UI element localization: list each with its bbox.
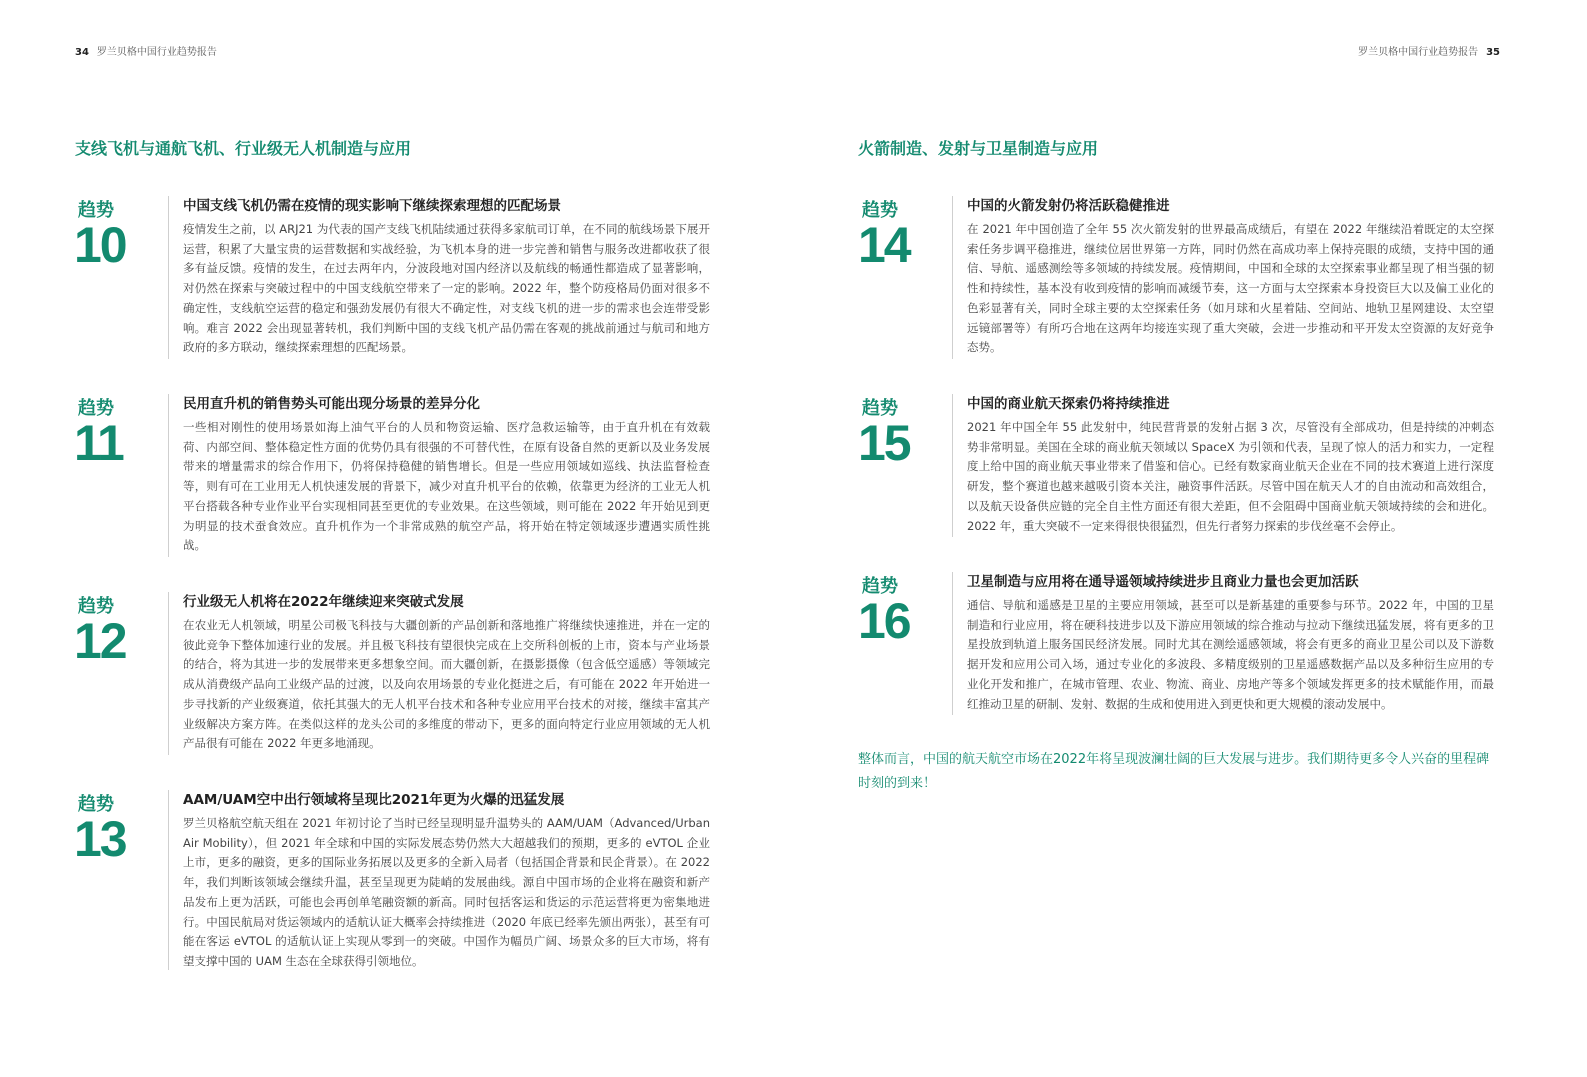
left-page-number: 34 (75, 47, 89, 58)
trend-content (183, 394, 710, 556)
trend-content (967, 572, 1494, 714)
trend-body: 2021 年中国全年 55 此发射中，纯民营背景的发射占据 3 次，尽管没有全部成功，但是持续的冲刺态势非常明显。美国在全球的商业航天领域以 SpaceX 为引领和代表，呈现了惊人的活力和实力，一定程度上给中国的商业航天事业带来了借鉴和信心。已经有数家商业航天企业在不同的技术赛道上进行深度研发，整个赛道也越来越吸引资本关注，融资事件活跃。尽管中国在航天人才的自由流动和高效组合，以及航天设备供应链的完全自主性方面还有很大差距，但不会阻碍中国商业航天领域持续的会和进化。2022 年，重大突破不一定来得很快很猛烈，但先行者努力探索的步伐丝毫不会停止。 (967, 420, 1494, 533)
trend-label: 趋势 (862, 576, 898, 597)
trend-16 (858, 572, 1498, 722)
left-section-title: 支线飞机与通航飞机、行业级无人机制造与应用 (75, 139, 412, 158)
trend-number: 16 (858, 593, 910, 649)
trend-label: 趋势 (78, 200, 114, 221)
trend-number: 11 (74, 415, 123, 471)
trend-label: 趋势 (78, 596, 114, 617)
trend-heading: 卫星制造与应用将在通导遥领域持续进步且商业力量也会更加活跃 (967, 574, 1359, 590)
trend-15 (858, 394, 1498, 544)
trend-body: 罗兰贝格航空航天组在 2021 年初讨论了当时已经呈现明显升温势头的 AAM/UAM（Advanced/Urban Air Mobility），但 2021 年全球和中国的实际发展态势仍然大大超越我们的预期，更多的 eVTOL 企业上市，更多的融资，更多的国际业务拓展以及更多的全新入局者（包括国企背景和民企背景）。在 2022 年，我们判断该领域会继续升温，甚至呈现更为陡峭的发展曲线。源自中国市场的企业将在融资和新产品发布上更为活跃，可能也会再创单笔融资额的新高。同时包括客运和货运的示范运营将更为密集地进行。中国民航局对货运领域内的适航认证大概率会持续推进（2020 年底已经率先颁出两张），甚至有可能在客运 eVTOL 的适航认证上实现从零到一的突破。中国作为幅员广阔、场景众多的巨大市场，将有望支撑中国的 UAM 生态在全球获得引领地位。 (183, 816, 710, 968)
trend-divider (168, 196, 169, 359)
left-report-title: 罗兰贝格中国行业趋势报告 (96, 47, 217, 58)
trend-13 (74, 790, 714, 975)
trend-11 (74, 394, 714, 564)
trend-body: 一些相对刚性的使用场景如海上油气平台的人员和物资运输、医疗急救运输等，由于直升机在有效载荷、内部空间、整体稳定性方面的优势仍具有很强的不可替代性，在原有设备自然的更新以及业务发展带来的增量需求的综合作用下，仍将保持稳健的销售增长。但是一些应用领域如巡线、执法监督检查等，则有可在工业用无人机快速发展的背景下，减少对直升机平台的依赖，依靠更为经济的工业无人机平台搭载各种专业作业平台实现相同甚至更优的专业效果。在这些领域，则可能在 2022 年开始见到更为明显的技术蚕食效应。直升机作为一个非常成熟的航空产品，将开始在特定领域逐步遭遇实质性挑战。 (183, 420, 710, 553)
right-page-header (1358, 43, 1500, 58)
trend-body: 通信、导航和遥感是卫星的主要应用领域，甚至可以是新基建的重要参与环节。2022 年，中国的卫星制造和行业应用，将在硬科技进步以及下游应用领域的综合推动与拉动下继续迅猛发展，将有更多的卫星投放到轨道上服务国民经济发展。同时尤其在测绘遥感领域，将会有更多的商业卫星公司以及下游数据开发和应用公司入场，通过专业化的多波段、多精度级别的卫星遥感数据产品以及多种衍生应用的专业化开发和推广，在城市管理、农业、物流、商业、房地产等多个领域发挥更多的技术赋能作用，而最红推动卫星的研制、发射、数据的生成和使用进入到更快和更大规模的滚动发展中。 (967, 598, 1494, 711)
trend-heading: 中国的商业航天探索仍将持续推进 (967, 396, 1170, 412)
conclusion-text: 整体而言，中国的航天航空市场在2022年将呈现波澜壮阔的巨大发展与进步。我们期待更多令人兴奋的里程碑时刻的到来！ (858, 752, 1490, 791)
trend-number: 14 (858, 217, 910, 273)
trend-content (183, 196, 710, 358)
right-page-number: 35 (1486, 47, 1500, 58)
trend-divider (952, 196, 953, 359)
trend-content (183, 592, 710, 754)
trend-content (183, 790, 710, 972)
trend-divider (168, 592, 169, 755)
trend-body: 在 2021 年中国创造了全年 55 次火箭发射的世界最高成绩后，有望在 2022 年继续沿着既定的太空探索任务步调平稳推进，继续位居世界第一方阵，同时仍然在高成功率上保持亮眼的成绩，支持中国的通信、导航、遥感测绘等多领域的持续发展。疫情期间，中国和全球的太空探索事业都呈现了相当强的韧性和持续性，基本没有收到疫情的影响而减缓节奏，这一方面与太空探索本身投资巨大以及偏工业化的色彩显著有关，同时全球主要的太空探索任务（如月球和火星着陆、空间站、地轨卫星网建设、太空望远镜部署等）有所巧合地在这两年均接连实现了重大突破，会进一步推动和平开发太空资源的友好竞争态势。 (967, 222, 1494, 355)
trend-body: 在农业无人机领域，明星公司极飞科技与大疆创新的产品创新和落地推广将继续快速推进，并在一定的彼此竞争下整体加速行业的发展。并且极飞科技有望很快完成在上交所科创板的上市，资本与产业场景的结合，将为其进一步的发展带来更多想象空间。而大疆创新，在摄影摄像（包含低空遥感）等领域完成从消费级产品向工业级产品的过渡，以及向农用场景的专业化挺进之后，有可能在 2022 年开始进一步寻找新的产业级赛道，依托其强大的无人机平台技术和各种专业应用平台技术的对接，继续丰富其产业级解决方案方阵。在类似这样的龙头公司的多维度的带动下，更多的面向特定行业应用领域的无人机产品很有可能在 2022 年更多地涌现。 (183, 618, 710, 751)
right-section-title: 火箭制造、发射与卫星制造与应用 (858, 139, 1099, 158)
trend-number: 12 (74, 613, 126, 669)
trend-heading: 行业级无人机将在2022年继续迎来突破式发展 (183, 594, 464, 610)
trend-10 (74, 196, 714, 366)
trend-number: 13 (74, 811, 126, 867)
trend-label: 趋势 (862, 398, 898, 419)
trend-12 (74, 592, 714, 762)
trend-divider (952, 394, 953, 537)
trend-label: 趋势 (862, 200, 898, 221)
trend-heading: 中国支线飞机仍需在疫情的现实影响下继续探索理想的匹配场景 (183, 198, 561, 214)
trend-heading: 民用直升机的销售势头可能出现分场景的差异分化 (183, 396, 480, 412)
right-report-title: 罗兰贝格中国行业趋势报告 (1358, 47, 1479, 58)
trend-divider (168, 790, 169, 970)
trend-body: 疫情发生之前，以 ARJ21 为代表的国产支线飞机陆续通过获得多家航司订单，在不同的航线场景下展开运营，积累了大量宝贵的运营数据和实战经验，为飞机本身的进一步完善和销售与服务改进都收获了很多有益反馈。疫情的发生，在过去两年内，分波段地对国内经济以及航线的畅通性都造成了显著影响，对仍然在探索与突破过程中的中国支线航空带来了一定的影响。2022 年，整个防疫格局仍面对很多不确定性，支线航空运营的稳定和强劲发展仍有很大不确定性，对支线飞机的进一步的需求也会连带受影响。难言 2022 会出现显著转机，我们判断中国的支线飞机产品仍需在客观的挑战前通过与航司和地方政府的多方联动，继续探索理想的匹配场景。 (183, 222, 710, 355)
trend-divider (952, 572, 953, 715)
trend-content (967, 394, 1494, 536)
trend-number: 15 (858, 415, 910, 471)
trend-divider (168, 394, 169, 557)
left-page-header (75, 43, 217, 58)
trend-label: 趋势 (78, 794, 114, 815)
trend-label: 趋势 (78, 398, 114, 419)
trend-heading: AAM/UAM空中出行领域将呈现比2021年更为火爆的迅猛发展 (183, 792, 565, 808)
trend-heading: 中国的火箭发射仍将活跃稳健推进 (967, 198, 1170, 214)
trend-14 (858, 196, 1498, 366)
trend-content (967, 196, 1494, 358)
trend-number: 10 (74, 217, 126, 273)
